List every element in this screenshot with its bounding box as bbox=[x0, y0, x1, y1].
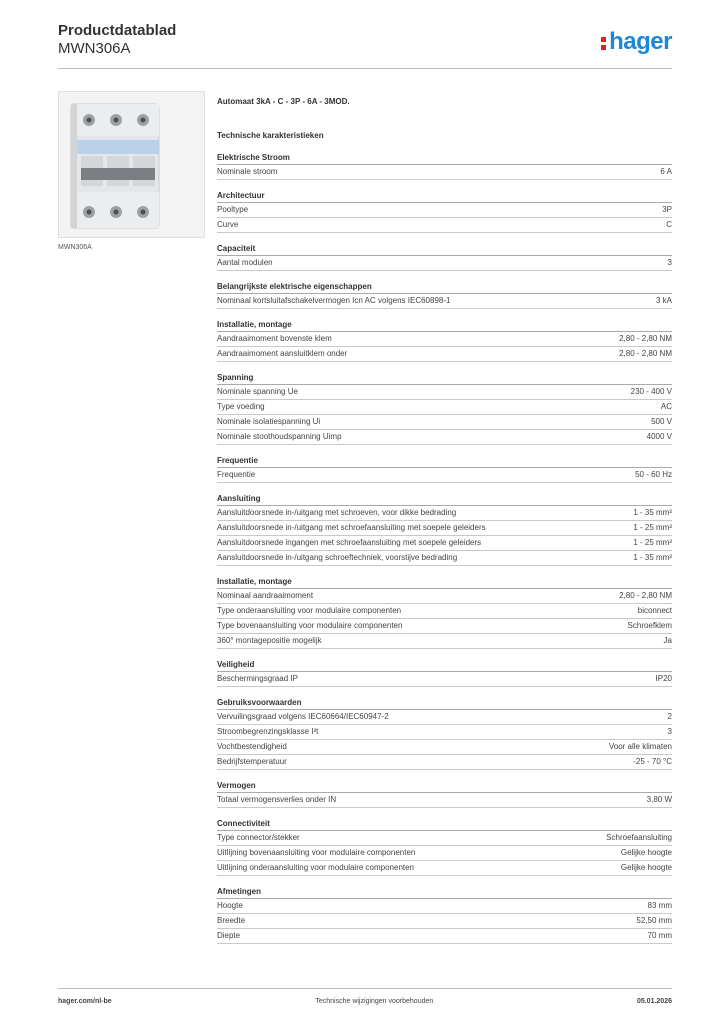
spec-label: Bedrijfstemperatuur bbox=[217, 757, 287, 766]
spec-label: Vochtbestendigheid bbox=[217, 742, 287, 751]
product-image bbox=[58, 91, 205, 238]
spec-row bbox=[217, 740, 672, 755]
spec-value: 3 kA bbox=[655, 296, 672, 305]
product-description: Automaat 3kA - C - 3P - 6A - 3MOD. bbox=[217, 97, 350, 106]
spec-row bbox=[217, 899, 672, 914]
spec-section bbox=[217, 697, 672, 770]
spec-value: Ja bbox=[663, 636, 672, 645]
spec-section bbox=[217, 152, 672, 180]
spec-value: AC bbox=[660, 402, 672, 411]
section-title: Afmetingen bbox=[217, 886, 672, 899]
spec-label: Aansluitdoorsnede in-/uitgang schroeftechniek, voorstijve bedrading bbox=[217, 553, 458, 562]
spec-row bbox=[217, 203, 672, 218]
spec-row bbox=[217, 385, 672, 400]
spec-value: Gelijke hoogte bbox=[620, 863, 672, 872]
spec-row bbox=[217, 294, 672, 309]
spec-label: Nominale spanning Ue bbox=[217, 387, 298, 396]
spec-value: 500 V bbox=[651, 417, 672, 426]
spec-section bbox=[217, 886, 672, 944]
spec-label: Aantal modulen bbox=[217, 258, 273, 267]
spec-section bbox=[217, 493, 672, 566]
spec-row bbox=[217, 506, 672, 521]
spec-section bbox=[217, 818, 672, 876]
spec-label: Beschermingsgraad IP bbox=[217, 674, 298, 683]
spec-row bbox=[217, 755, 672, 770]
spec-value: IP20 bbox=[655, 674, 672, 683]
spec-section bbox=[217, 780, 672, 808]
page-title: Productdatablad bbox=[58, 22, 177, 39]
spec-row bbox=[217, 929, 672, 944]
spec-label: Vervuilingsgraad volgens IEC60664/IEC60947-2 bbox=[217, 712, 389, 721]
spec-label: Uitlijning onderaansluiting voor modulaire componenten bbox=[217, 863, 415, 872]
spec-value: C bbox=[666, 220, 672, 229]
spec-label: Aansluitdoorsnede in-/uitgang met schroeven, voor dikke bedrading bbox=[217, 508, 457, 517]
spec-value: 2,80 - 2,80 NM bbox=[619, 334, 672, 343]
spec-row bbox=[217, 846, 672, 861]
section-title: Gebruiksvoorwaarden bbox=[217, 697, 672, 710]
spec-label: Nominale isolatiespanning Ui bbox=[217, 417, 321, 426]
spec-value: 2,80 - 2,80 NM bbox=[619, 591, 672, 600]
spec-section bbox=[217, 372, 672, 445]
spec-label: Uitlijning bovenaansluiting voor modulaire componenten bbox=[217, 848, 416, 857]
spec-section bbox=[217, 576, 672, 649]
spec-value: 1 - 25 mm² bbox=[633, 538, 672, 547]
spec-label: Aansluitdoorsnede in-/uitgang met schroefaansluiting met soepele geleiders bbox=[217, 523, 486, 532]
spec-value: 6 A bbox=[660, 167, 672, 176]
spec-label: Curve bbox=[217, 220, 239, 229]
spec-row bbox=[217, 634, 672, 649]
spec-label: 360° montagepositie mogelijk bbox=[217, 636, 322, 645]
spec-row bbox=[217, 710, 672, 725]
spec-section bbox=[217, 281, 672, 309]
circuit-breaker-image bbox=[59, 92, 204, 237]
spec-value: biconnect bbox=[637, 606, 672, 615]
section-title: Spanning bbox=[217, 372, 672, 385]
spec-section bbox=[217, 190, 672, 233]
spec-row bbox=[217, 604, 672, 619]
image-caption: MWN306A bbox=[58, 244, 92, 251]
spec-label: Hoogte bbox=[217, 901, 243, 910]
spec-row bbox=[217, 861, 672, 876]
spec-label: Aandraaimoment aansluitklem onder bbox=[217, 349, 348, 358]
spec-row bbox=[217, 468, 672, 483]
spec-value: 2 bbox=[667, 712, 672, 721]
page-footer bbox=[58, 998, 672, 1005]
spec-value: 3 bbox=[667, 727, 672, 736]
spec-row bbox=[217, 536, 672, 551]
spec-label: Type voeding bbox=[217, 402, 265, 411]
product-code: MWN306A bbox=[58, 40, 131, 57]
spec-label: Aansluitdoorsnede ingangen met schroefaansluiting met soepele geleiders bbox=[217, 538, 482, 547]
spec-row bbox=[217, 831, 672, 846]
spec-value: 3,80 W bbox=[646, 795, 672, 804]
spec-row bbox=[217, 793, 672, 808]
spec-row bbox=[217, 672, 672, 687]
spec-label: Type bovenaansluiting voor modulaire componenten bbox=[217, 621, 403, 630]
spec-label: Breedte bbox=[217, 916, 246, 925]
section-title: Frequentie bbox=[217, 455, 672, 468]
spec-value: 230 - 400 V bbox=[630, 387, 672, 396]
section-title: Aansluiting bbox=[217, 493, 672, 506]
spec-label: Pooltype bbox=[217, 205, 249, 214]
spec-value: 1 - 35 mm² bbox=[633, 553, 672, 562]
spec-label: Type connector/stekker bbox=[217, 833, 300, 842]
spec-row bbox=[217, 332, 672, 347]
spec-value: 83 mm bbox=[647, 901, 672, 910]
spec-value: 70 mm bbox=[647, 931, 672, 940]
logo-text: hager bbox=[609, 28, 672, 55]
section-title: Elektrische Stroom bbox=[217, 152, 672, 165]
spec-row bbox=[217, 256, 672, 271]
spec-label: Nominaal kortsluitafschakelvermogen Icn AC volgens IEC60898-1 bbox=[217, 296, 451, 305]
spec-value: 1 - 25 mm² bbox=[633, 523, 672, 532]
footer-divider bbox=[58, 988, 672, 989]
spec-value: 50 - 60 Hz bbox=[635, 470, 672, 479]
spec-value: Schroefklem bbox=[627, 621, 672, 630]
spec-label: Type onderaansluiting voor modulaire componenten bbox=[217, 606, 402, 615]
section-title: Veiligheid bbox=[217, 659, 672, 672]
spec-row bbox=[217, 521, 672, 536]
section-title: Belangrijkste elektrische eigenschappen bbox=[217, 281, 672, 294]
section-title: Installatie, montage bbox=[217, 576, 672, 589]
spec-row bbox=[217, 347, 672, 362]
spec-value: 3 bbox=[667, 258, 672, 267]
spec-label: Nominale stoothoudspanning Uimp bbox=[217, 432, 342, 441]
spec-value: 4000 V bbox=[646, 432, 672, 441]
spec-row bbox=[217, 415, 672, 430]
spec-sections bbox=[217, 152, 672, 944]
spec-value: Schroefaansluiting bbox=[606, 833, 672, 842]
footer-url[interactable]: hager.com/nl-be bbox=[58, 998, 112, 1005]
header-divider bbox=[58, 68, 672, 69]
footer-date: 05.01.2026 bbox=[636, 998, 672, 1005]
spec-label: Aandraaimoment bovenste klem bbox=[217, 334, 332, 343]
spec-row bbox=[217, 165, 672, 180]
spec-value: 1 - 35 mm² bbox=[633, 508, 672, 517]
spec-value: -25 - 70 °C bbox=[633, 757, 672, 766]
spec-row bbox=[217, 430, 672, 445]
spec-row bbox=[217, 589, 672, 604]
spec-value: 2,80 - 2,80 NM bbox=[619, 349, 672, 358]
spec-value: 3P bbox=[662, 205, 672, 214]
spec-section bbox=[217, 455, 672, 483]
spec-row bbox=[217, 914, 672, 929]
hager-logo bbox=[601, 30, 672, 54]
section-title: Vermogen bbox=[217, 780, 672, 793]
spec-row bbox=[217, 619, 672, 634]
spec-value: Voor alle klimaten bbox=[608, 742, 672, 751]
spec-section bbox=[217, 319, 672, 362]
spec-label: Nominale stroom bbox=[217, 167, 278, 176]
spec-label: Stroombegrenzingsklasse I²t bbox=[217, 727, 319, 736]
spec-label: Frequentie bbox=[217, 470, 256, 479]
spec-label: Totaal vermogensverlies onder IN bbox=[217, 795, 337, 804]
spec-row bbox=[217, 218, 672, 233]
spec-section bbox=[217, 243, 672, 271]
section-title: Connectiviteit bbox=[217, 818, 672, 831]
spec-value: 52,50 mm bbox=[636, 916, 672, 925]
spec-value: Gelijke hoogte bbox=[620, 848, 672, 857]
section-title: Capaciteit bbox=[217, 243, 672, 256]
spec-label: Diepte bbox=[217, 931, 241, 940]
spec-label: Nominaal aandraaimoment bbox=[217, 591, 314, 600]
tech-heading: Technische karakteristieken bbox=[217, 131, 324, 140]
spec-row bbox=[217, 400, 672, 415]
page-header bbox=[58, 22, 176, 58]
spec-row bbox=[217, 551, 672, 566]
footer-notice: Technische wijzigingen voorbehouden bbox=[315, 998, 434, 1005]
spec-section bbox=[217, 659, 672, 687]
section-title: Architectuur bbox=[217, 190, 672, 203]
spec-content bbox=[217, 96, 672, 944]
section-title: Installatie, montage bbox=[217, 319, 672, 332]
spec-row bbox=[217, 725, 672, 740]
